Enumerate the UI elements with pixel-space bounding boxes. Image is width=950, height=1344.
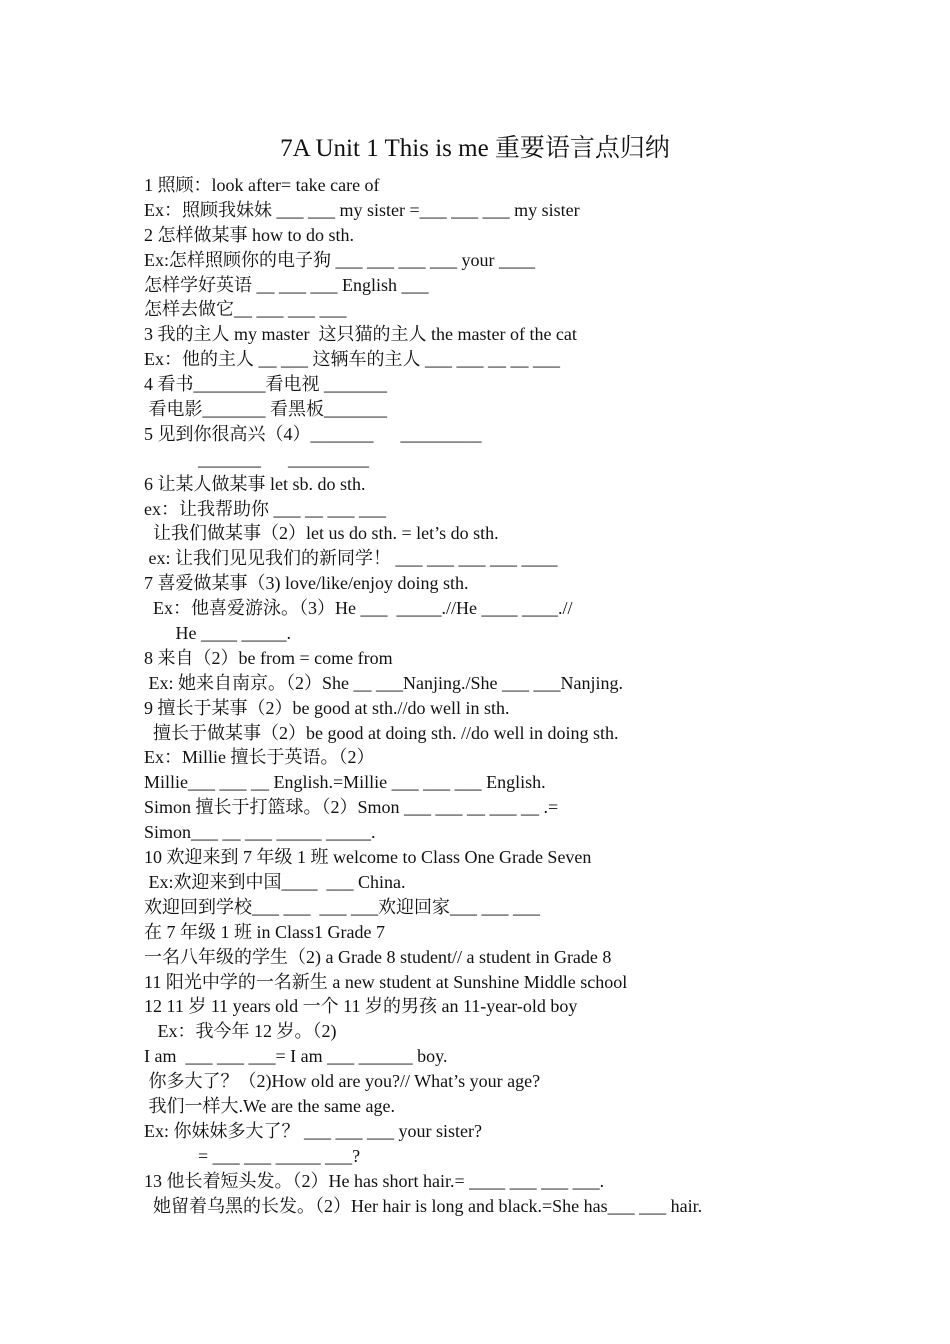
document-line: 让我们做某事（2）let us do sth. = let’s do sth.: [144, 523, 499, 544]
document-line: Ex：我今年 12 岁。（2): [144, 1021, 337, 1042]
document-line: 3 我的主人 my master 这只猫的主人 the master of the cat: [144, 324, 577, 345]
document-line: 1 照顾：look after= take care of: [144, 175, 380, 195]
document-line: 一名八年级的学生（2) a Grade 8 student// a student in Grade 8: [144, 946, 612, 967]
document-title: 7A Unit 1 This is me 重要语言点归纳: [280, 135, 670, 162]
document-line: 7 喜爱做某事（3) love/like/enjoy doing sth.: [144, 573, 469, 594]
document-line: 12 11 岁 11 years old 一个 11 岁的男孩 an 11-year-old boy: [144, 996, 578, 1017]
document-line: Ex：他喜爱游泳。（3）He ___ _____.//He ____ ____.//: [144, 598, 573, 619]
document-line: 2 怎样做某事 how to do sth.: [144, 224, 355, 245]
document-line: ex：让我帮助你 ___ __ ___ ___: [144, 498, 386, 519]
document-line: Ex:欢迎来到中国____ ___ China.: [144, 871, 406, 892]
document-line: 6 让某人做某事 let sb. do sth.: [144, 473, 366, 494]
document-line: Ex:怎样照顾你的电子狗 ___ ___ ___ ___ your ____: [144, 249, 535, 270]
document-line: 8 来自（2）be from = come from: [144, 647, 393, 668]
document-line: 你多大了？（2)How old are you?// What’s your age?: [144, 1071, 541, 1092]
document-line: 怎样学好英语 __ ___ ___ English ___: [144, 274, 429, 295]
document-line: Ex: 你妹妹多大了？ ___ ___ ___ your sister?: [144, 1120, 482, 1141]
document-line: 11 阳光中学的一名新生 a new student at Sunshine Middle school: [144, 971, 628, 992]
document-line: Simon___ __ ___ _____ _____.: [144, 822, 376, 843]
document-line: Ex：Millie 擅长于英语。（2）: [144, 747, 375, 768]
document-line: He ____ _____.: [144, 623, 291, 644]
document-line: Ex: 她来自南京。（2）She __ ___Nanjing./She ___ ___Nanjing.: [144, 672, 623, 693]
document-line: 9 擅长于某事（2）be good at sth.//do well in sth.: [144, 697, 510, 718]
document-line: 看电影_______ 看黑板_______: [144, 399, 387, 420]
document-line: 她留着乌黑的长发。（2）Her hair is long and black.=She has___ ___ hair.: [144, 1195, 703, 1216]
document-line: 擅长于做某事（2）be good at doing sth. //do well in doing sth.: [144, 722, 619, 743]
document-line: 在 7 年级 1 班 in Class1 Grade 7: [144, 921, 385, 942]
document-line: Millie___ ___ __ English.=Millie ___ ___ ___ English.: [144, 772, 546, 793]
document-line: 13 他长着短头发。（2）He has short hair.= ____ ___ ___ ___.: [144, 1170, 605, 1191]
document-line: Ex：照顾我妹妹 ___ ___ my sister =___ ___ ___ my sister: [144, 199, 580, 220]
document-line: _______ _________: [144, 448, 369, 469]
document-line: 怎样去做它__ ___ ___ ___: [144, 299, 347, 320]
document-line: 5 见到你很高兴（4）_______ _________: [144, 423, 482, 444]
document-line: 10 欢迎来到 7 年级 1 班 welcome to Class One Grade Seven: [144, 847, 592, 868]
document-line: ex: 让我们见见我们的新同学！ ___ ___ ___ ___ ____: [144, 548, 558, 569]
document-body: [144, 173, 924, 1218]
document-line: I am ___ ___ ___= I am ___ ______ boy.: [144, 1046, 448, 1067]
document-line: 4 看书________看电视 _______: [144, 374, 387, 395]
document-line: = ___ ___ _____ ___?: [144, 1145, 361, 1166]
document-line: Simon 擅长于打篮球。（2）Smon ___ ___ __ ___ __ .=: [144, 797, 559, 818]
document-line: 欢迎回到学校___ ___ ___ ___欢迎回家___ ___ ___: [144, 896, 540, 917]
document-line: 我们一样大.We are the same age.: [144, 1095, 395, 1116]
document-line: Ex：他的主人 __ ___ 这辆车的主人 ___ ___ __ __ ___: [144, 349, 560, 370]
